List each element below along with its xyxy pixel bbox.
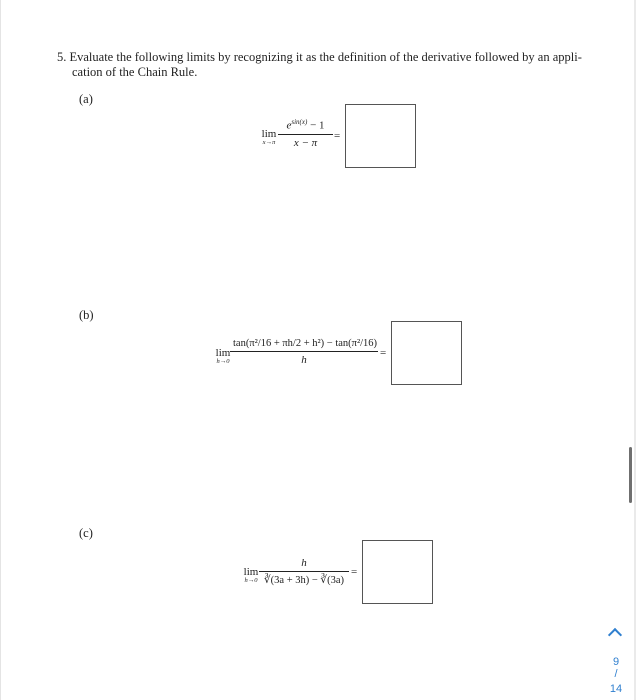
part-a-num-base: e bbox=[286, 119, 292, 132]
part-a-equals: = bbox=[334, 130, 341, 142]
part-a-numerator bbox=[278, 118, 333, 134]
question-text-line2: cation of the Chain Rule. bbox=[72, 65, 198, 79]
chevron-up-icon[interactable] bbox=[608, 628, 622, 642]
part-a-lim-word: lim bbox=[261, 128, 277, 140]
question-text-line1: Evaluate the following limits by recognizing it as the definition of the derivative followed by an appli- bbox=[69, 50, 582, 64]
part-b-denominator: h bbox=[301, 354, 307, 366]
part-a-fraction bbox=[278, 118, 333, 149]
question-number: 5. bbox=[57, 50, 67, 64]
total-page-count: 14 bbox=[609, 683, 623, 695]
part-c-equals: = bbox=[351, 566, 358, 578]
part-c-answer-box[interactable] bbox=[362, 540, 433, 604]
part-b-fraction bbox=[230, 338, 378, 366]
part-c-lim-sub: h→0 bbox=[244, 577, 258, 584]
scrollbar-thumb[interactable] bbox=[629, 447, 632, 503]
part-a-num-rest: − 1 bbox=[307, 119, 325, 132]
part-c-lim-word: lim bbox=[243, 566, 259, 578]
part-b-answer-box[interactable] bbox=[391, 321, 462, 385]
part-c-numerator: h bbox=[301, 557, 307, 569]
part-a-num-exp: sin(x) bbox=[291, 118, 308, 126]
part-b-lim-word: lim bbox=[215, 347, 231, 359]
part-b-lim-sub: h→0 bbox=[216, 358, 230, 365]
part-b-numerator: tan(π²/16 + πh/2 + h²) − tan(π²/16) bbox=[233, 338, 378, 349]
part-a-label: (a) bbox=[79, 92, 93, 106]
current-page-number: 9 bbox=[612, 656, 620, 668]
part-a-answer-box[interactable] bbox=[345, 104, 416, 168]
question-prompt bbox=[57, 50, 587, 80]
part-a-denominator: x − π bbox=[293, 136, 318, 149]
part-c-denominator: ∛(3a + 3h) − ∛(3a) bbox=[263, 575, 345, 586]
page-separator: / bbox=[614, 668, 618, 680]
part-c-fraction bbox=[259, 557, 349, 586]
part-b-equals: = bbox=[380, 347, 387, 359]
part-c-label: (c) bbox=[79, 526, 93, 540]
page-left-edge bbox=[0, 0, 1, 700]
part-a-lim-sub: x→π bbox=[262, 139, 276, 146]
part-b-label: (b) bbox=[79, 308, 94, 322]
